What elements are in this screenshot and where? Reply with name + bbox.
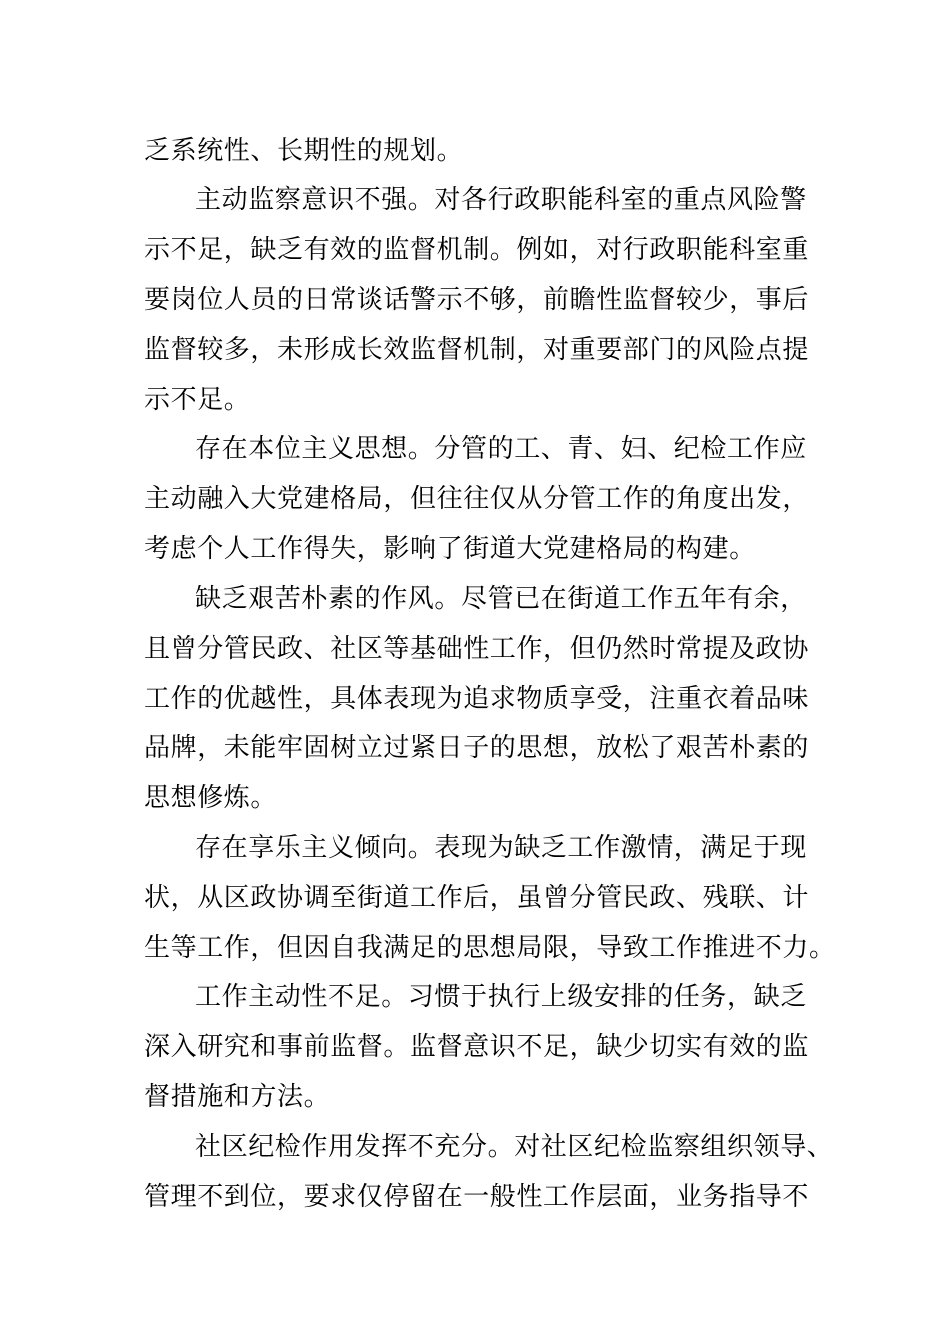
- text-line: 主动融入大党建格局，但往往仅从分管工作的角度出发，: [144, 484, 810, 514]
- paragraph-start-line: 社区纪检作用发挥不充分。对社区纪检监察组织领导、: [195, 1132, 834, 1162]
- text-line: 思想修炼。: [144, 783, 278, 813]
- paragraph-start-line: 存在本位主义思想。分管的工、青、妇、纪检工作应: [195, 434, 807, 464]
- text-line: 示不足。: [144, 385, 251, 415]
- paragraph-start-line: 缺乏艰苦朴素的作风。尽管已在街道工作五年有余，: [195, 584, 807, 614]
- paragraph-start-line: 存在享乐主义倾向。表现为缺乏工作激情，满足于现: [195, 833, 807, 863]
- text-line: 示不足，缺乏有效的监督机制。例如，对行政职能科室重: [144, 235, 810, 265]
- text-line: 深入研究和事前监督。监督意识不足，缺少切实有效的监: [144, 1032, 810, 1062]
- text-line: 乏系统性、长期性的规划。: [144, 136, 464, 166]
- paragraph-start-line: 工作主动性不足。习惯于执行上级安排的任务，缺乏: [195, 982, 807, 1012]
- text-line: 工作的优越性，具体表现为追求物质享受，注重衣着品味: [144, 684, 810, 714]
- text-line: 监督较多，未形成长效监督机制，对重要部门的风险点提: [144, 335, 810, 365]
- text-line: 考虑个人工作得失，影响了街道大党建格局的构建。: [144, 534, 756, 564]
- text-line: 督措施和方法。: [144, 1082, 331, 1112]
- paragraph-start-line: 主动监察意识不强。对各行政职能科室的重点风险警: [195, 185, 807, 215]
- text-line: 状，从区政协调至街道工作后，虽曾分管民政、残联、计: [144, 883, 810, 913]
- text-line: 品牌，未能牢固树立过紧日子的思想，放松了艰苦朴素的: [144, 733, 810, 763]
- text-line: 管理不到位，要求仅停留在一般性工作层面，业务指导不: [144, 1182, 810, 1212]
- text-line: 要岗位人员的日常谈话警示不够，前瞻性监督较少，事后: [144, 285, 810, 315]
- text-line: 且曾分管民政、社区等基础性工作，但仍然时常提及政协: [144, 634, 810, 664]
- text-line: 生等工作，但因自我满足的思想局限，导致工作推进不力。: [144, 933, 836, 963]
